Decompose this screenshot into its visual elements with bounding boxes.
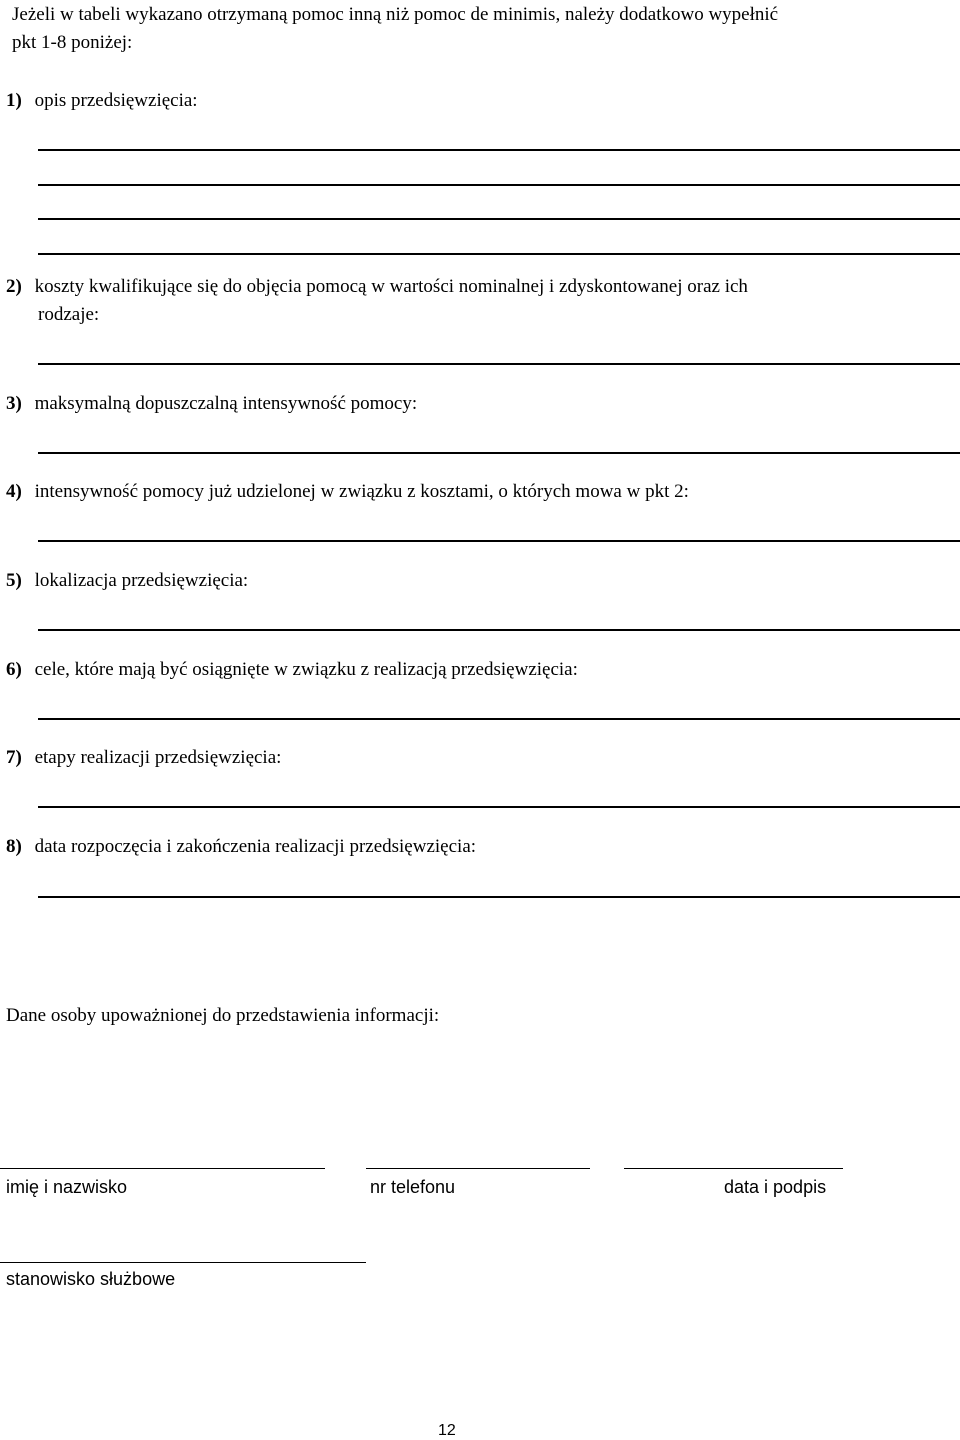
item-2 — [6, 276, 748, 298]
date-signature-line[interactable] — [624, 1168, 843, 1169]
item-number: 1) — [6, 90, 22, 111]
answer-line[interactable] — [38, 149, 960, 151]
item-6 — [6, 659, 578, 681]
phone-label: nr telefonu — [370, 1177, 456, 1197]
item-number: 4) — [6, 481, 22, 502]
answer-line[interactable] — [38, 218, 960, 220]
item-1 — [6, 90, 198, 112]
position-label: stanowisko służbowe — [6, 1269, 176, 1289]
item-label: data rozpoczęcia i zakończenia realizacji przedsięwzięcia: — [34, 836, 477, 857]
answer-line[interactable] — [38, 806, 960, 808]
date-signature-label: data i podpis — [724, 1177, 827, 1197]
item-3 — [6, 393, 417, 415]
name-label: imię i nazwisko — [6, 1177, 128, 1197]
item-label: lokalizacja przedsięwzięcia: — [34, 570, 249, 591]
item-7 — [6, 747, 281, 769]
phone-signature-line[interactable] — [366, 1168, 590, 1169]
item-number: 6) — [6, 659, 22, 680]
intro-line-2: pkt 1-8 poniżej: — [12, 32, 133, 53]
item-5 — [6, 570, 248, 592]
answer-line[interactable] — [38, 253, 960, 255]
item-label: cele, które mają być osiągnięte w związku z realizacją przedsięwzięcia: — [34, 659, 578, 680]
item-2-continuation: rodzaje: — [38, 304, 100, 325]
item-label: koszty kwalifikujące się do objęcia pomocą w wartości nominalnej i zdyskontowanej oraz ich — [34, 276, 748, 297]
item-number: 3) — [6, 393, 22, 414]
intro-line-1: Jeżeli w tabeli wykazano otrzymaną pomoc inną niż pomoc de minimis, należy dodatkowo wypełnić — [12, 4, 779, 25]
answer-line[interactable] — [38, 896, 960, 898]
item-label: etapy realizacji przedsięwzięcia: — [34, 747, 282, 768]
item-label: intensywność pomocy już udzielonej w związku z kosztami, o których mowa w pkt 2: — [34, 481, 689, 502]
answer-line[interactable] — [38, 540, 960, 542]
item-number: 7) — [6, 747, 22, 768]
answer-line[interactable] — [38, 629, 960, 631]
answer-line[interactable] — [38, 718, 960, 720]
page-number: 12 — [438, 1422, 456, 1439]
item-label: opis przedsięwzięcia: — [34, 90, 198, 111]
item-number: 8) — [6, 836, 22, 857]
answer-line[interactable] — [38, 452, 960, 454]
position-signature-line[interactable] — [0, 1262, 366, 1263]
name-signature-line[interactable] — [0, 1168, 325, 1169]
item-8 — [6, 836, 476, 858]
answer-line[interactable] — [38, 363, 960, 365]
item-number: 2) — [6, 276, 22, 297]
item-number: 5) — [6, 570, 22, 591]
item-label: maksymalną dopuszczalną intensywność pomocy: — [34, 393, 418, 414]
person-heading: Dane osoby upoważnionej do przedstawienia informacji: — [6, 1005, 440, 1026]
item-4 — [6, 481, 689, 503]
answer-line[interactable] — [38, 184, 960, 186]
